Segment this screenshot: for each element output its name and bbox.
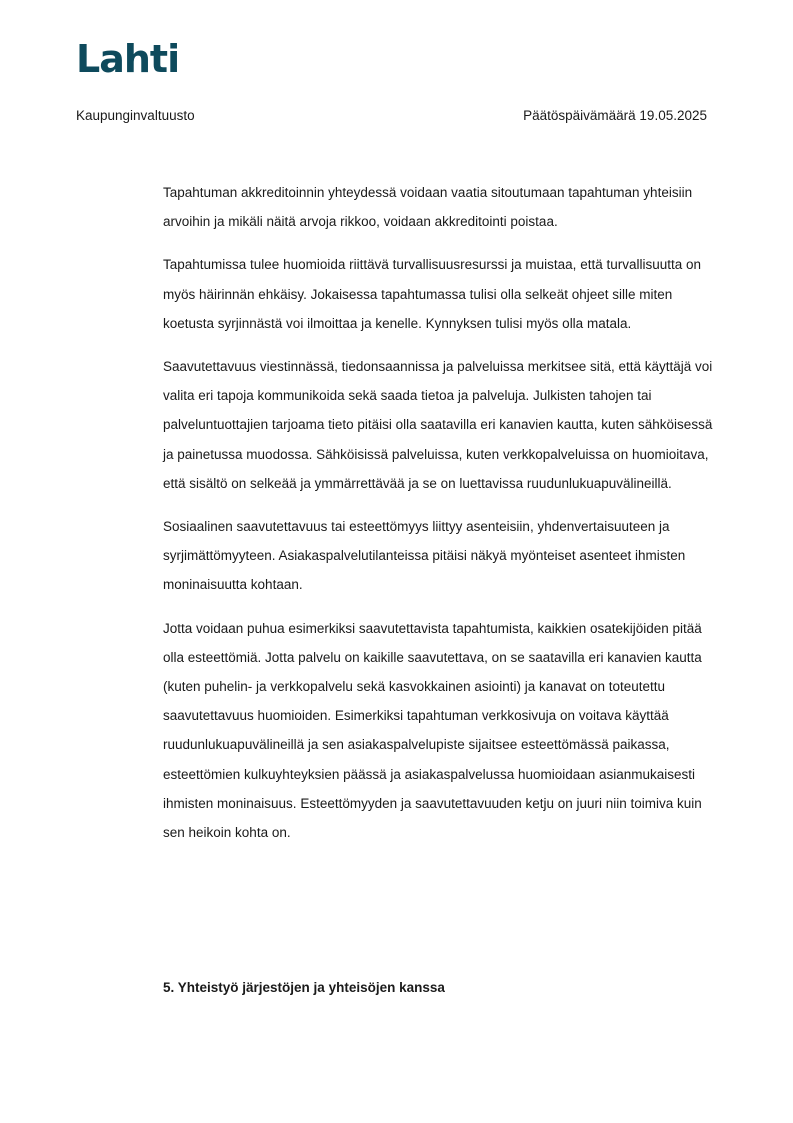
section-heading: 5. Yhteistyö järjestöjen ja yhteisöjen kanssa (163, 980, 445, 995)
paragraph-safety: Tapahtumissa tulee huomioida riittävä turvallisuusresurssi ja muistaa, että turvallisuutta on myös häirinnän ehkäisy. Jokaisessa tapahtumassa tulisi olla selkeät ohjeet sille miten koetusta syrjinnästä voi ilmoittaa ja kenelle. Kynnyksen tulisi myös olla matala. (163, 257, 702, 331)
decision-date: Päätöspäivämäärä 19.05.2025 (523, 108, 707, 123)
organization-name: Kaupunginvaltuusto (76, 108, 195, 123)
paragraph-social-accessibility: Sosiaalinen saavutettavuus tai esteettömyys liittyy asenteisiin, yhdenvertaisuuteen ja syrjimättömyyteen. Asiakaspalvelutilanteissa pitäisi näkyä myönteiset asenteet ihmisten moninaisuutta kohtaan. (163, 519, 686, 593)
lahti-logo: Lahti (76, 37, 180, 81)
document-body (163, 178, 723, 861)
paragraph-accessible-events: Jotta voidaan puhua esimerkiksi saavutettavista tapahtumista, kaikkien osatekijöiden pitää olla esteettömiä. Jotta palvelu on kaikille saavutettava, on se saatavilla eri kanavien kautta (kuten puhelin- ja verkkopalvelu sekä kasvokkainen asiointi) ja kanavat on toteutettu saavutettavuus huomioiden. Esimerkiksi tapahtuman verkkosivuja on voitava käyttää ruudunlukuapuvälineillä ja sen asiakaspalvelupiste sijaitsee esteettömässä paikassa, esteettömien kulkuyhteyksien päässä ja asiakaspalvelussa huomioidaan asianmukaisesti ihmisten moninaisuus. Esteettömyyden ja saavutettavuuden ketju on juuri niin toimiva kuin sen heikoin kohta on. (163, 620, 702, 841)
paragraph-accessibility-communication: Saavutettavuus viestinnässä, tiedonsaannissa ja palveluissa merkitsee sitä, että käyttäjä voi valita eri tapoja kommunikoida sekä saada tietoa ja palveluja. Julkisten tahojen tai palveluntuottajien tarjoama tieto pitäisi olla saatavilla eri kanavien kautta, kuten sähköisessä ja painetussa muodossa. Sähköisissä palveluissa, kuten verkkopalveluissa on huomioitava, että sisältö on selkeää ja ymmärrettävää ja se on luettavissa ruudunlukuapuvälineillä. (163, 359, 713, 491)
paragraph-accreditation: Tapahtuman akkreditoinnin yhteydessä voidaan vaatia sitoutumaan tapahtuman yhteisiin arvoihin ja mikäli näitä arvoja rikkoo, voidaan akkreditointi poistaa. (163, 185, 693, 230)
